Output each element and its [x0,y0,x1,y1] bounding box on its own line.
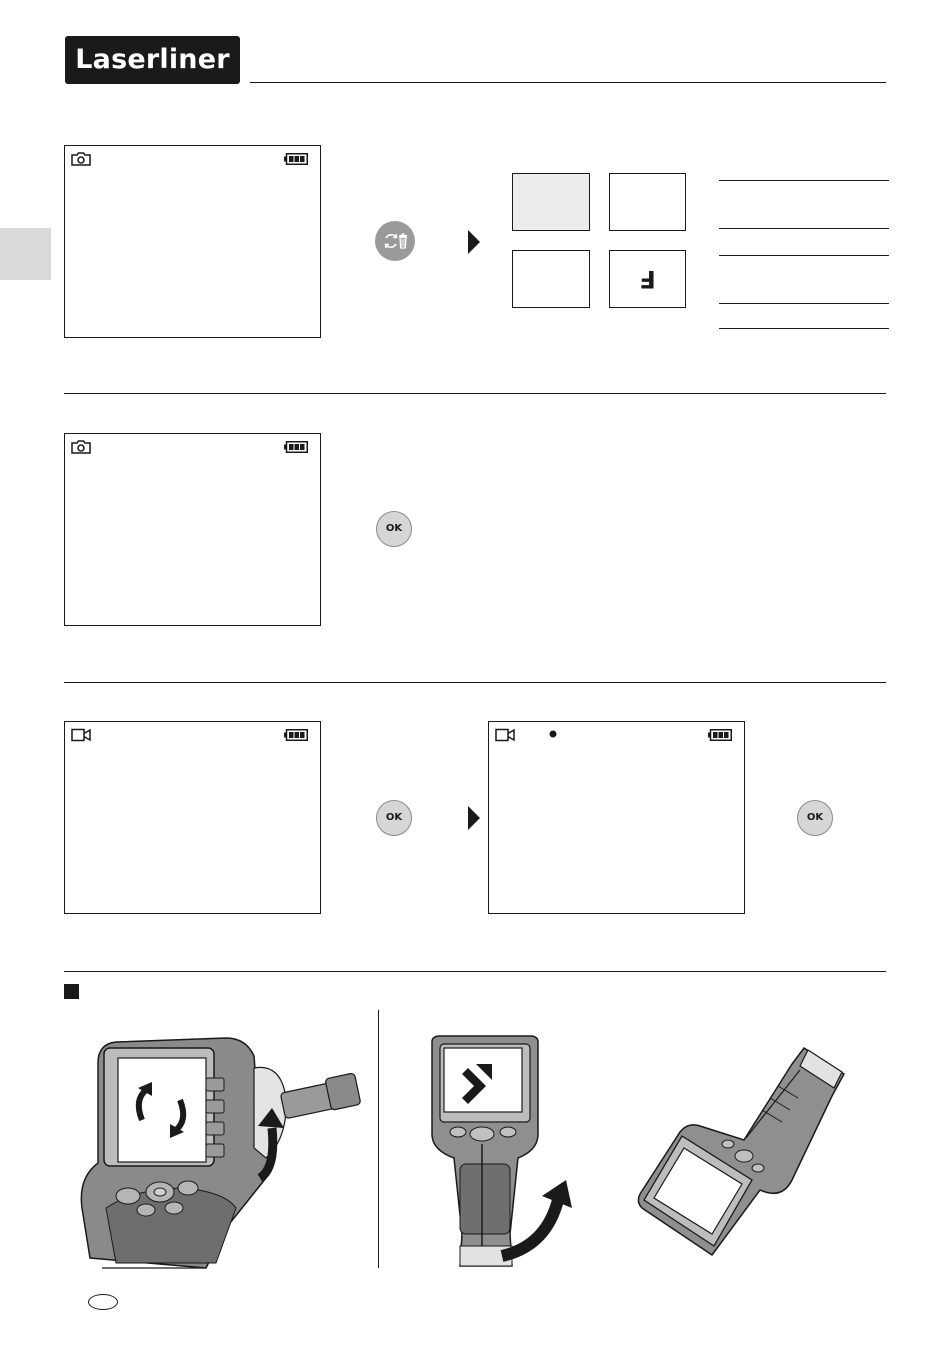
illustration-divider [378,1010,379,1268]
arrow-right-icon [468,230,480,254]
thumbnail-rotated-180[interactable] [512,250,590,308]
option-rule-1 [719,180,889,181]
display-video-recording [488,721,745,914]
thumbnail-mirrored[interactable] [609,250,686,308]
section-divider-3 [64,971,886,972]
option-rule-5 [719,328,889,329]
thumbnail-rotated-90[interactable] [609,173,686,231]
option-rule-4 [719,303,889,304]
display-photo-mode-2 [64,433,321,626]
camera-icon [71,152,91,166]
thumbnail-original[interactable] [512,173,590,231]
record-dot-icon [549,730,557,738]
header-rule [250,82,886,83]
battery-full-icon [284,153,308,165]
rotate-delete-button[interactable] [375,221,415,261]
battery-full-icon [708,729,732,741]
video-camera-icon [495,728,515,742]
device-closeup-illustration [76,1028,366,1272]
ok-button-stop-video[interactable]: OK [797,800,833,836]
video-camera-icon [71,728,91,742]
ok-button-start-video[interactable]: OK [376,800,412,836]
arrow-right-icon [468,806,480,830]
display-photo-mode-1 [64,145,321,338]
rotated-glyph: F [639,265,656,293]
section-marker [64,984,79,999]
option-rule-3 [719,255,889,256]
device-rotate-illustration [420,1034,580,1270]
section-divider-2 [64,682,886,683]
battery-full-icon [284,729,308,741]
language-oval [88,1294,118,1310]
camera-icon [71,440,91,454]
rotate-delete-icon [375,221,415,261]
option-rule-2 [719,228,889,229]
brand-name: Laserliner [75,44,230,75]
battery-full-icon [284,441,308,453]
chapter-tab [0,228,51,280]
section-divider-1 [64,393,886,394]
device-rotated-illustration [632,1040,852,1256]
brand-logo [65,36,240,84]
display-video-mode [64,721,321,914]
ok-button-photo[interactable]: OK [376,511,412,547]
